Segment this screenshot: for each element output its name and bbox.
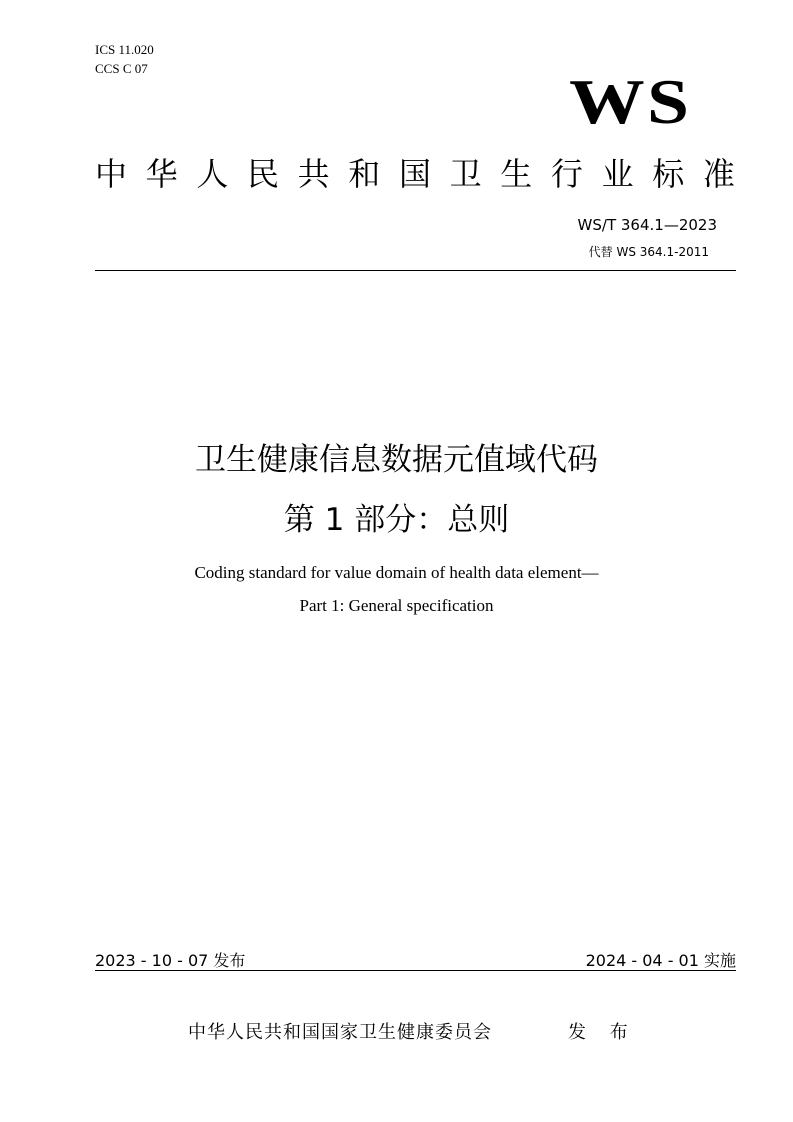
title-char: 中 — [95, 155, 128, 193]
title-char: 标 — [652, 155, 685, 193]
title-char: 准 — [702, 155, 735, 193]
document-part-english: Part 1: General specification — [299, 596, 494, 615]
top-divider — [95, 270, 736, 271]
ccs-code: CCS C 07 — [95, 61, 148, 76]
title-char: 行 — [550, 155, 583, 193]
standard-code: WS/T 364.1—2023 — [577, 216, 717, 234]
publisher-name: 中华人民共和国国家卫生健康委员会 — [188, 1022, 492, 1043]
ics-code: ICS 11.020 — [95, 42, 154, 57]
title-char: 国 — [398, 155, 431, 193]
bottom-divider — [95, 970, 736, 971]
title-char: 民 — [246, 155, 279, 193]
document-title-chinese: 卫生健康信息数据元值域代码 — [195, 442, 598, 478]
title-char: 卫 — [449, 155, 482, 193]
implementation-date: 2024 - 04 - 01 实施 — [585, 951, 736, 970]
title-char: 华 — [145, 155, 178, 193]
issue-date: 2023 - 10 - 07 发布 — [95, 951, 246, 970]
standard-category-title — [95, 152, 735, 196]
title-char: 人 — [196, 155, 229, 193]
document-title-english: Coding standard for value domain of health data element— — [194, 563, 599, 582]
title-char: 生 — [500, 155, 533, 193]
document-part-chinese: 第 1 部分：总则 — [283, 502, 510, 538]
classification-codes — [95, 40, 154, 78]
title-char: 共 — [297, 155, 330, 193]
replaces-code: 代替 WS 364.1-2011 — [588, 245, 709, 259]
ws-logo: WS — [569, 66, 692, 137]
title-char: 和 — [348, 155, 381, 193]
title-char: 业 — [601, 155, 634, 193]
publish-label: 发 布 — [568, 1022, 637, 1043]
